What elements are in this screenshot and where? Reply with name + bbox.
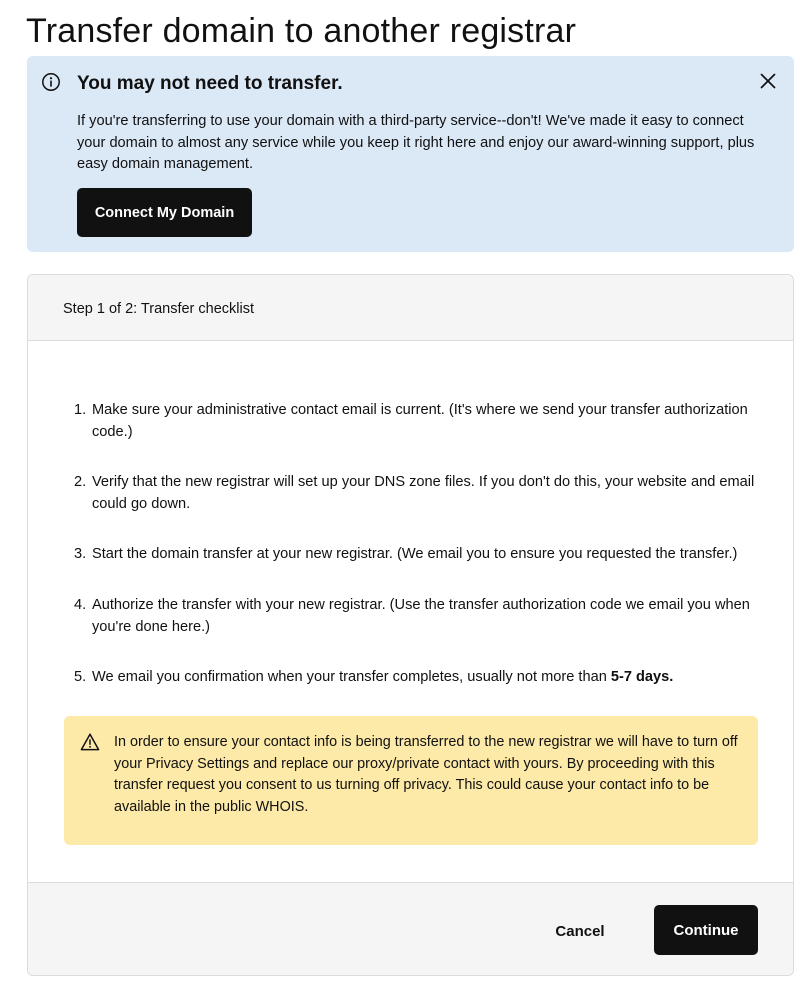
continue-button[interactable]: Continue bbox=[654, 905, 758, 955]
step-text-main: We email you confirmation when your transfer completes, usually not more than bbox=[92, 669, 611, 685]
banner-body: If you're transferring to use your domain with a third-party service--don't! We've made it easy to connect your domain to almost any service while you keep it right here and enjoy our award-winning support, plus easy domain management. bbox=[77, 113, 755, 173]
info-circle-icon bbox=[41, 72, 61, 92]
step-duration: 5-7 days. bbox=[610, 669, 674, 685]
step-text bbox=[92, 667, 762, 689]
card-header bbox=[28, 275, 793, 341]
step-label: Step 1 of 2: Transfer checklist bbox=[63, 301, 255, 317]
step-text: Authorize the transfer with your new registrar. (Use the transfer authorization code we email you when you're done here.) bbox=[92, 597, 750, 635]
warning-text: In order to ensure your contact info is being transferred to the new registrar we will have to turn off your Privacy Settings and replace our proxy/private contact with yours. By proceeding with this transfer request you consent to us turning off privacy. This could cause your contact info to be available in the public WHOIS. bbox=[114, 734, 738, 816]
step-number: 4. bbox=[74, 597, 87, 613]
list-item bbox=[74, 544, 762, 566]
step-number: 3. bbox=[74, 546, 87, 562]
list-item bbox=[74, 667, 762, 689]
checklist-card bbox=[27, 274, 794, 976]
step-number: 5. bbox=[74, 669, 87, 685]
card-footer bbox=[28, 882, 793, 976]
step-text: Start the domain transfer at your new registrar. (We email you to ensure you requested the transfer.) bbox=[92, 546, 738, 562]
connect-my-domain-button[interactable]: Connect My Domain bbox=[77, 188, 252, 237]
step-number: 1. bbox=[74, 402, 87, 418]
cancel-button[interactable]: Cancel bbox=[540, 911, 620, 951]
banner-heading: You may not need to transfer. bbox=[77, 73, 343, 94]
list-item bbox=[74, 472, 762, 515]
step-text: Verify that the new registrar will set up your DNS zone files. If you don't do this, your website and email could go down. bbox=[92, 474, 755, 512]
privacy-warning bbox=[64, 716, 758, 845]
step-text: Make sure your administrative contact email is current. (It's where we send your transfer authorization code.) bbox=[92, 402, 748, 440]
warning-triangle-icon bbox=[80, 732, 100, 752]
close-banner-button[interactable] bbox=[756, 70, 780, 94]
list-item bbox=[74, 400, 762, 443]
close-icon bbox=[760, 73, 776, 92]
page-title: Transfer domain to another registrar bbox=[26, 12, 577, 50]
step-number: 2. bbox=[74, 474, 87, 490]
list-item bbox=[74, 595, 762, 638]
info-banner bbox=[27, 56, 794, 252]
